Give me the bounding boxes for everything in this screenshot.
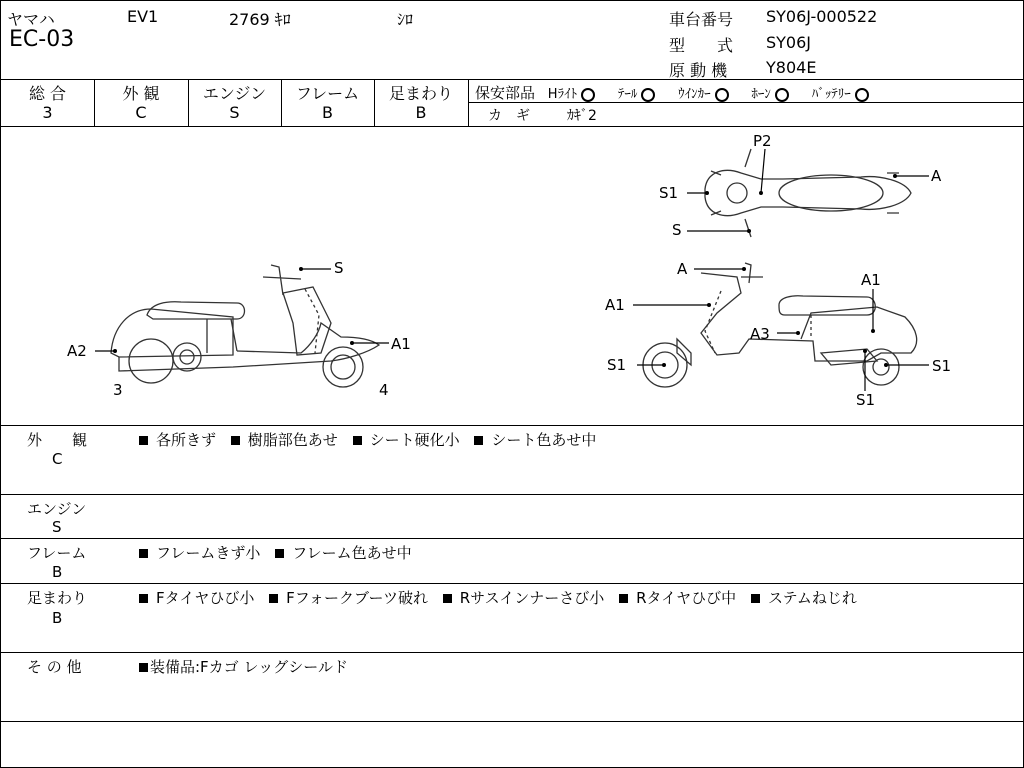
engine-value: Y804E <box>766 58 817 77</box>
damage-diagram <box>1 127 1023 425</box>
note-item: Fタイヤひび小 <box>139 589 254 607</box>
grade-frame-label: フレーム <box>295 84 360 103</box>
section-engine-label: エンジン <box>27 500 87 518</box>
section-frame-grade: B <box>52 563 63 581</box>
note-item: 各所きず <box>139 431 216 449</box>
ok-circle-icon <box>641 88 655 102</box>
left-view-label-a2: A2 <box>67 342 87 360</box>
right-view-label-a3: A3 <box>750 325 770 343</box>
scooter-top-view <box>705 149 911 237</box>
color: ｼﾛ <box>397 10 414 29</box>
ok-circle-icon <box>581 88 595 102</box>
chassis-label: 車台番号 <box>669 10 734 29</box>
grade-exterior-value: C <box>135 103 147 122</box>
safety-parts-row <box>475 82 869 103</box>
scooter-left-view <box>111 265 379 387</box>
top-view-label-a: A <box>931 167 942 185</box>
grade-suspension-label: 足まわり <box>388 84 453 103</box>
section-frame-label: フレーム <box>27 544 87 562</box>
left-view-label-3: 3 <box>113 381 123 399</box>
grade-frame-value: B <box>322 103 333 122</box>
section-other-notes <box>139 656 348 677</box>
type-label: 型 式 <box>669 36 734 55</box>
top-view-label-s: S <box>672 221 682 239</box>
note-item: Rタイヤひび中 <box>619 589 736 607</box>
section-exterior-notes <box>139 429 596 450</box>
ok-circle-icon <box>775 88 789 102</box>
section-frame-notes <box>139 542 412 563</box>
note-item: シート硬化小 <box>353 431 460 449</box>
grade-suspension-value: B <box>415 103 427 122</box>
section-suspension-grade: B <box>52 609 63 627</box>
ok-circle-icon <box>855 88 869 102</box>
chassis-value: SY06J-000522 <box>766 7 878 26</box>
grade-exterior-label: 外 観 <box>122 84 160 103</box>
note-item: ステムねじれ <box>751 589 857 607</box>
grade-total-value: 3 <box>42 103 53 122</box>
section-other-label: そ の 他 <box>27 658 82 676</box>
model-code: EV1 <box>127 7 159 26</box>
top-view-label-s1: S1 <box>659 184 679 202</box>
right-view-label-a: A <box>677 260 688 278</box>
note-item: Fフォークブーツ破れ <box>269 589 428 607</box>
mileage: 2769 ｷﾛ <box>229 10 291 29</box>
note-item: Rサスインナーさび小 <box>443 589 605 607</box>
section-exterior-label: 外 観 <box>27 431 88 449</box>
ok-circle-icon <box>715 88 729 102</box>
right-view-label-s1-bottom: S1 <box>856 391 876 409</box>
section-suspension-label: 足まわり <box>27 589 88 607</box>
note-item: フレーム色あせ中 <box>275 544 411 562</box>
right-view-label-s1-left: S1 <box>607 356 627 374</box>
note-item: フレームきず小 <box>139 544 260 562</box>
maker: ヤマハ <box>7 10 55 29</box>
key-value: ｶｷﾞ2 <box>567 108 597 124</box>
grade-total-label: 総 合 <box>28 84 67 103</box>
note-item: 樹脂部色あせ <box>231 431 338 449</box>
grade-engine-label: エンジン <box>202 84 267 103</box>
left-view-label-4: 4 <box>379 381 389 399</box>
right-view-label-s1-right: S1 <box>932 357 952 375</box>
safety-item-winker: ｳｲﾝｶｰ <box>678 87 729 102</box>
safety-item-horn: ﾎｰﾝ <box>751 87 789 102</box>
note-item: シート色あせ中 <box>474 431 596 449</box>
right-view-label-a1-left: A1 <box>605 296 625 314</box>
engine-label: 原 動 機 <box>669 61 728 80</box>
key-label: カ ギ <box>488 108 530 124</box>
safety-item-battery: ﾊﾞｯﾃﾘｰ <box>812 87 869 102</box>
left-view-label-s: S <box>334 259 344 277</box>
section-engine-grade: S <box>52 518 62 536</box>
section-exterior-grade: C <box>52 450 63 468</box>
safety-parts-label: 保安部品 <box>475 84 536 102</box>
right-view-label-a1-top: A1 <box>861 271 881 289</box>
top-view-label-p2: P2 <box>753 132 772 150</box>
grade-engine-value: S <box>229 103 240 122</box>
note-item: 装備品:Fカゴ レッグシールド <box>139 658 348 676</box>
safety-item-headlight: Hﾗｲﾄ <box>548 87 595 102</box>
safety-item-tail: ﾃｰﾙ <box>618 87 656 102</box>
section-suspension-notes <box>139 587 857 608</box>
model-name: EC-03 <box>9 27 75 52</box>
left-view-label-a1: A1 <box>391 335 411 353</box>
type-value: SY06J <box>766 33 812 52</box>
